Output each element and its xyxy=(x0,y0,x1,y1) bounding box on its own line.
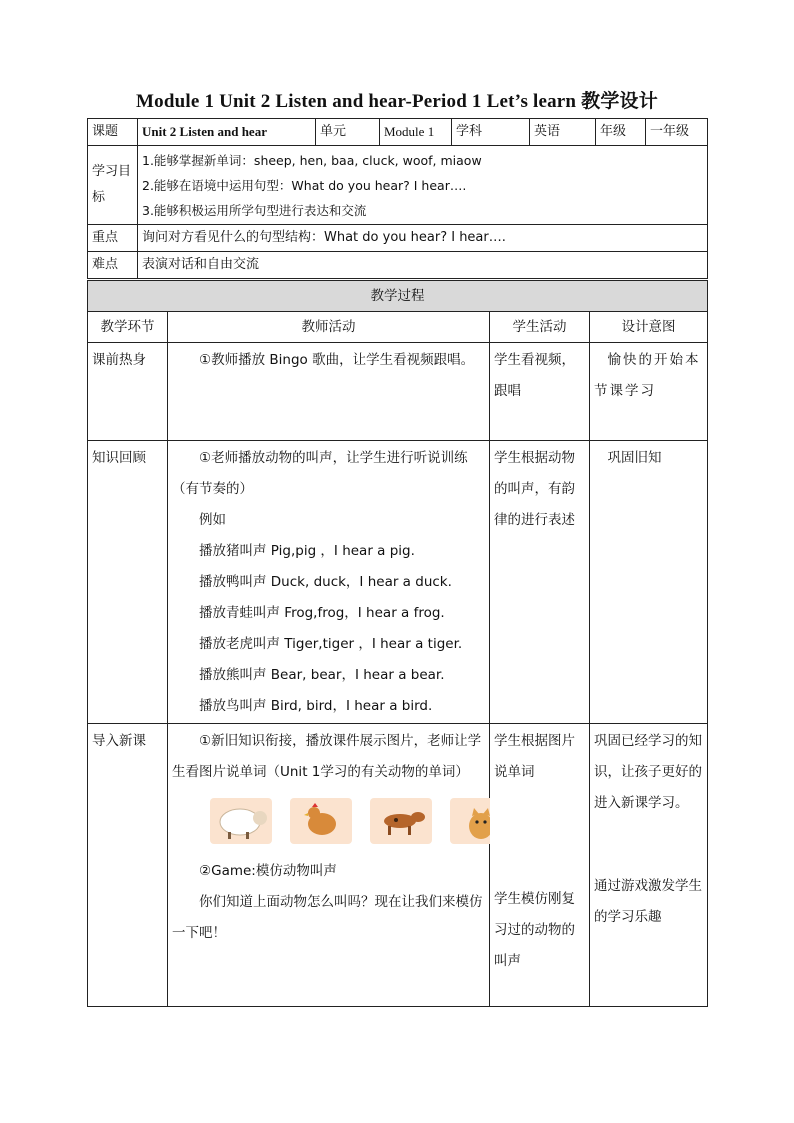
teacher-line: 播放鸭叫声 Duck, duck，I hear a duck. xyxy=(199,574,452,590)
teacher-line: 播放猪叫声 Pig,pig ，I hear a pig. xyxy=(199,543,415,559)
goal-item: 2.能够在语境中运用句型：What do you hear? I hear…. xyxy=(142,178,467,193)
teacher-line: 播放鸟叫声 Bird, bird，I hear a bird. xyxy=(199,698,433,714)
student-cell: 学生看视频，跟唱 xyxy=(490,343,590,441)
student-cell: 学生根据动物的叫声，有韵律的进行表述 xyxy=(490,441,590,724)
unit-value: Module 1 xyxy=(380,119,452,146)
intent-cell xyxy=(590,724,708,1007)
animal-pictures xyxy=(210,798,490,844)
teacher-line: 你们知道上面动物怎么叫吗？现在让我们来模仿一下吧！ xyxy=(172,894,483,941)
topic-value: Unit 2 Listen and hear xyxy=(138,119,316,146)
goals-cell xyxy=(138,146,708,225)
teacher-line: 播放青蛙叫声 Frog,frog，I hear a frog. xyxy=(199,605,445,621)
stage-cell: 知识回顾 xyxy=(88,441,168,724)
teacher-line: 播放熊叫声 Bear, bear，I hear a bear. xyxy=(199,667,445,683)
header-student: 学生活动 xyxy=(490,312,590,343)
document-title: Module 1 Unit 2 Listen and hear-Period 1 Let’s learn 教学设计 xyxy=(136,91,658,112)
teacher-line: ①新旧知识衔接，播放课件展示图片，老师让学生看图片说单词（Unit 1学习的有关动物的单词） xyxy=(172,733,482,780)
student-cell xyxy=(490,724,590,1007)
stage-cell: 导入新课 xyxy=(88,724,168,1007)
table-row xyxy=(88,343,708,441)
process-band-title: 教学过程 xyxy=(88,281,708,312)
teacher-line: ①教师播放 Bingo 歌曲，让学生看视频跟唱。 xyxy=(199,352,475,368)
teacher-line: 播放老虎叫声 Tiger,tiger ，I hear a tiger. xyxy=(199,636,463,652)
teacher-cell xyxy=(168,343,490,441)
dog-picture xyxy=(370,798,432,844)
goal-item: 1.能够掌握新单词：sheep, hen, baa, cluck, woof, miaow xyxy=(142,153,482,168)
process-table xyxy=(87,280,708,1007)
grade-label: 年级 xyxy=(596,119,646,146)
intent-line: 巩固已经学习的知识，让孩子更好的进入新课学习。 xyxy=(594,733,702,811)
difficult-label: 难点 xyxy=(88,252,138,279)
student-line: 学生模仿刚复习过的动物的叫声 xyxy=(494,891,575,969)
sheep-picture xyxy=(210,798,272,844)
cat-picture xyxy=(450,798,490,844)
intent-cell: 愉快的开始本节课学习 xyxy=(590,343,708,441)
intent-line: 通过游戏激发学生的学习乐趣 xyxy=(594,878,702,925)
key-label: 重点 xyxy=(88,225,138,252)
teacher-line: ②Game:模仿动物叫声 xyxy=(199,863,337,879)
teacher-cell xyxy=(168,441,490,724)
teacher-cell xyxy=(168,724,490,1007)
header-stage: 教学环节 xyxy=(88,312,168,343)
intent-cell: 巩固旧知 xyxy=(590,441,708,724)
stage-cell: 课前热身 xyxy=(88,343,168,441)
teacher-line: 例如 xyxy=(199,512,226,528)
info-table xyxy=(87,118,708,279)
grade-value: 一年级 xyxy=(646,119,708,146)
teacher-line: ①老师播放动物的叫声，让学生进行听说训练（有节奏的） xyxy=(172,450,468,497)
header-intent: 设计意图 xyxy=(590,312,708,343)
goals-label: 学习目标 xyxy=(88,146,138,225)
goal-item: 3.能够积极运用所学句型进行表达和交流 xyxy=(142,203,367,218)
unit-label: 单元 xyxy=(316,119,380,146)
student-line: 学生根据图片说单词 xyxy=(494,733,575,780)
hen-picture xyxy=(290,798,352,844)
subject-label: 学科 xyxy=(452,119,530,146)
topic-label: 课题 xyxy=(88,119,138,146)
key-value: 询问对方看见什么的句型结构：What do you hear? I hear…. xyxy=(138,225,708,252)
header-teacher: 教师活动 xyxy=(168,312,490,343)
table-row xyxy=(88,441,708,724)
difficult-value: 表演对话和自由交流 xyxy=(138,252,708,279)
subject-value: 英语 xyxy=(530,119,596,146)
table-row xyxy=(88,724,708,1007)
